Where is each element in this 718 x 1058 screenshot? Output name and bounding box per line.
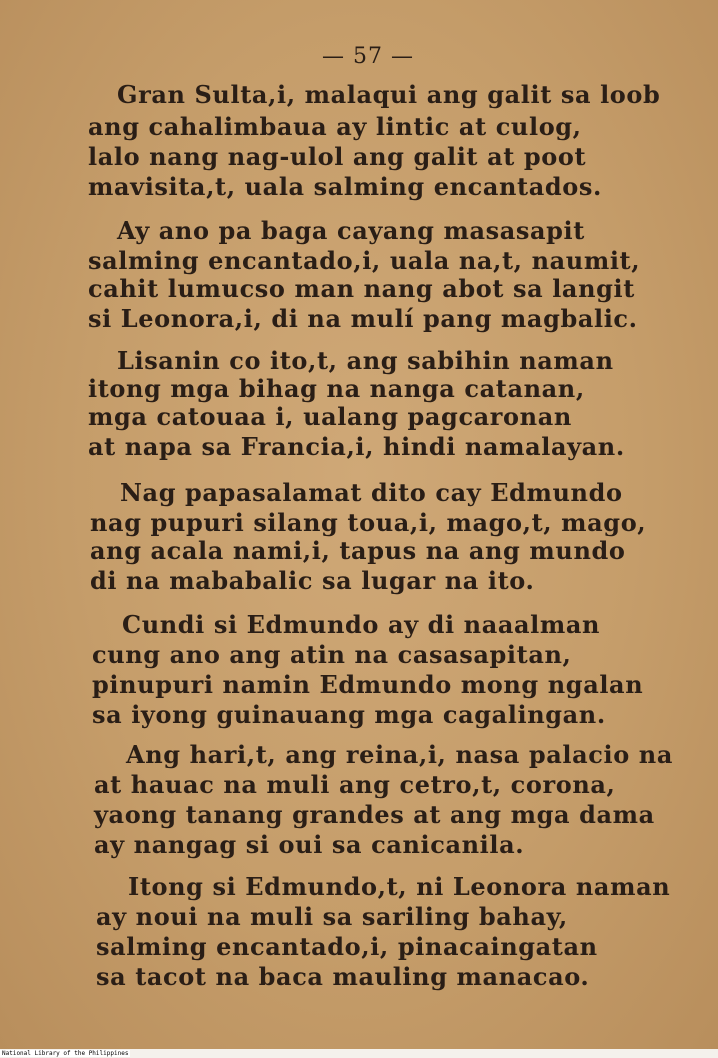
verse-line: mga catouaa i, ualang pagcaronan (88, 402, 572, 431)
verse-line: salming encantado,i, pinacaingatan (96, 932, 598, 961)
verse-line: si Leonora,i, di na mulí pang magbalic. (88, 304, 638, 333)
verse-line: sa iyong guinauang mga cagalingan. (92, 700, 606, 729)
verse-line: salming encantado,i, uala na,t, naumit, (88, 246, 641, 275)
verse-line: lalo nang nag-ulol ang galit at poot (88, 142, 587, 171)
verse-line: Ay ano pa baga cayang masasapit (117, 216, 585, 245)
verse-line: cung ano ang atin na casasapitan, (92, 640, 572, 669)
verse-line: ay noui na muli sa sariling bahay, (96, 902, 568, 931)
verse-line: at napa sa Francia,i, hindi namalayan. (88, 432, 625, 461)
verse-line: Cundi si Edmundo ay di naaalman (122, 610, 601, 639)
verse-line: mavisita,t, uala salming encantados. (88, 172, 602, 201)
verse-line: at hauac na muli ang cetro,t, corona, (94, 770, 616, 799)
verse-line: pinupuri namin Edmundo mong ngalan (92, 670, 644, 699)
verse-line: ay nangag si oui sa canicanila. (94, 830, 525, 859)
verse-line: cahit lumucso man nang abot sa langit (88, 274, 635, 303)
verse-line: Gran Sulta,i, malaqui ang galit sa loob (117, 80, 661, 109)
page-number: — 57 — (322, 44, 414, 69)
verse-line: ang acala nami,i, tapus na ang mundo (90, 536, 626, 565)
verse-line: Itong si Edmundo,t, ni Leonora naman (128, 872, 671, 901)
verse-line: nag pupuri silang toua,i, mago,t, mago, (90, 508, 647, 537)
verse-line: Ang hari,t, ang reina,i, nasa palacio na (126, 740, 673, 769)
verse-line: itong mga bihag na nanga catanan, (88, 374, 585, 403)
verse-line: di na mababalic sa lugar na ito. (90, 566, 535, 595)
verse-line: sa tacot na baca mauling manacao. (96, 962, 590, 991)
verse-line: Nag papasalamat dito cay Edmundo (120, 478, 623, 507)
verse-line: yaong tanang grandes at ang mga dama (94, 800, 655, 829)
library-credit: National Library of the Philippines (2, 1050, 129, 1057)
verse-line: Lisanin co ito,t, ang sabihin naman (117, 346, 614, 375)
verse-line: ang cahalimbaua ay lintic at culog, (88, 112, 582, 141)
